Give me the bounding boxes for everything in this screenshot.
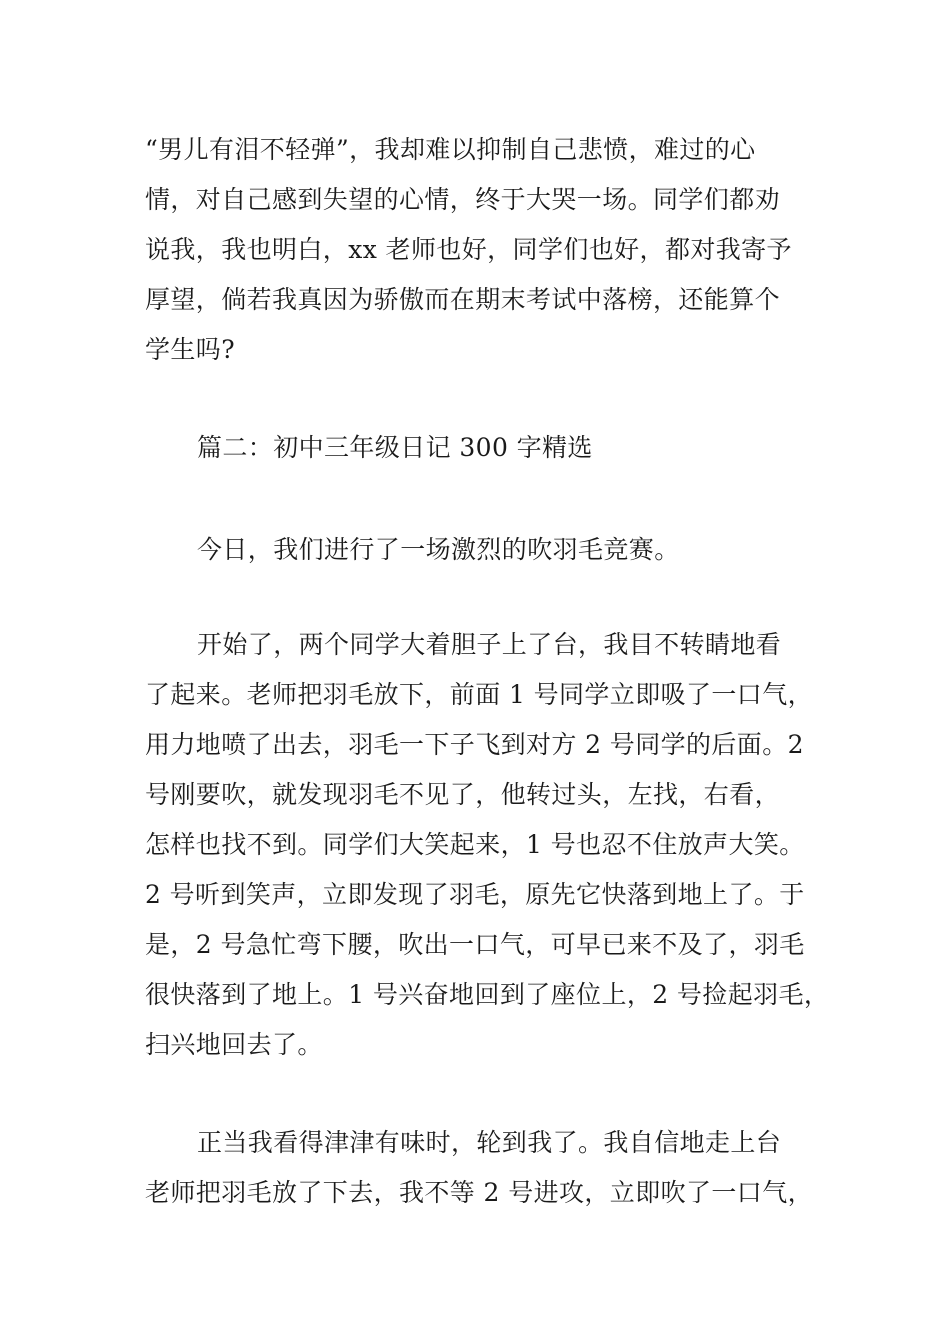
text-line: 扫兴地回去了。 (145, 1030, 323, 1059)
text-line: 是，2 号急忙弯下腰，吹出一口气，可早已来不及了，羽毛 (145, 930, 805, 959)
paragraph-2 (145, 525, 815, 575)
section-heading (145, 423, 815, 473)
section-title: 篇二：初中三年级日记 300 字精选 (197, 433, 593, 462)
text-line: 了起来。老师把羽毛放下，前面 1 号同学立即吸了一口气， (145, 680, 814, 709)
text-line: 怎样也找不到。同学们大笑起来，1 号也忍不住放声大笑。 (145, 830, 805, 859)
text-line: 今日，我们进行了一场激烈的吹羽毛竞赛。 (197, 535, 680, 564)
text-line: 老师把羽毛放了下去，我不等 2 号进攻，立即吹了一口气， (145, 1178, 814, 1207)
text-line: 2 号听到笑声，立即发现了羽毛，原先它快落到地上了。于 (145, 880, 805, 909)
text-line: 厚望，倘若我真因为骄傲而在期末考试中落榜，还能算个 (145, 285, 781, 314)
paragraph-3 (145, 620, 830, 1070)
paragraph-1 (145, 125, 815, 375)
text-line: 正当我看得津津有味时，轮到我了。我自信地走上台 (197, 1128, 782, 1157)
text-line: 很快落到了地上。1 号兴奋地回到了座位上，2 号捡起羽毛， (145, 980, 830, 1009)
text-line: 开始了，两个同学大着胆子上了台，我目不转睛地看 (197, 630, 782, 659)
text-line: 号刚要吹，就发现羽毛不见了，他转过头，左找，右看， (145, 780, 781, 809)
text-line: 学生吗? (145, 335, 236, 364)
paragraph-4 (145, 1118, 815, 1218)
text-line: 用力地喷了出去，羽毛一下子飞到对方 2 号同学的后面。2 (145, 730, 804, 759)
text-line: 说我，我也明白，xx 老师也好，同学们也好，都对我寄予 (145, 235, 792, 264)
text-line: 情，对自己感到失望的心情，终于大哭一场。同学们都劝 (145, 185, 781, 214)
text-line: “男儿有泪不轻弹”，我却难以抑制自己悲愤，难过的心 (145, 135, 756, 164)
